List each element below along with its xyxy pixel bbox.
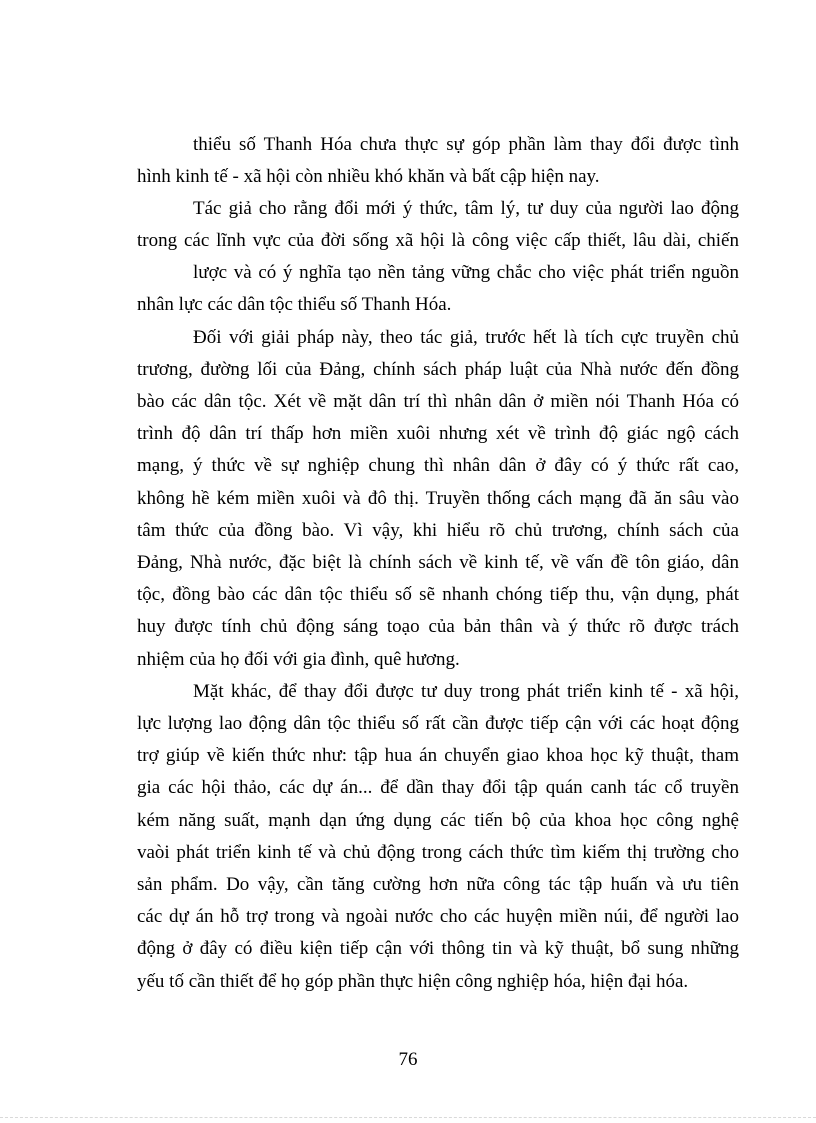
text-line: yếu tố cần thiết để họ góp phần thực hiện công nghiệp hóa, hiện đại hóa.: [137, 971, 689, 992]
text-line: nhân lực các dân tộc thiểu số Thanh Hóa.: [137, 294, 452, 315]
text-line: lược và có ý nghĩa tạo nền tảng vững chắc cho việc phát triển nguồn: [193, 262, 739, 283]
text-line: bào các dân tộc. Xét về mặt dân trí thì nhân dân ở miền nói Thanh Hóa có: [137, 391, 739, 412]
page-divider: [0, 1117, 816, 1118]
text-line: mạng, ý thức về sự nghiệp chung thì nhân dân ở đây có ý thức rất cao,: [137, 455, 739, 476]
text-line: trương, đường lối của Đảng, chính sách pháp luật của Nhà nước đến đồng: [137, 359, 739, 380]
text-line: lực lượng lao động dân tộc thiểu số rất cần được tiếp cận với các hoạt động: [137, 713, 739, 734]
text-line: kém năng suất, mạnh dạn ứng dụng các tiến bộ của khoa học công nghệ: [137, 810, 739, 831]
text-line: các dự án hỗ trợ trong và ngoài nước cho các huyện miền núi, để người lao: [137, 906, 739, 927]
text-line: gia các hội thảo, các dự án... để dần thay đổi tập quán canh tác cổ truyền: [137, 777, 739, 798]
text-line: hình kinh tế - xã hội còn nhiều khó khăn và bất cập hiện nay.: [137, 166, 600, 187]
text-line: Mặt khác, để thay đổi được tư duy trong phát triển kinh tế - xã hội,: [193, 681, 739, 702]
text-line: không hề kém miền xuôi và đô thị. Truyền thống cách mạng đã ăn sâu vào: [137, 488, 739, 509]
text-line: Tác giả cho rằng đổi mới ý thức, tâm lý, tư duy của người lao động: [193, 198, 739, 219]
text-line: tâm thức của đồng bào. Vì vậy, khi hiểu rõ chủ trương, chính sách của: [137, 520, 739, 541]
text-line: tộc, đồng bào các dân tộc thiểu số sẽ nhanh chóng tiếp thu, vận dụng, phát: [137, 584, 739, 605]
text-line: huy được tính chủ động sáng toạo của bản thân và ý thức rõ được trách: [137, 616, 739, 637]
page-number: 76: [398, 1049, 418, 1070]
text-line: vaòi phát triển kinh tế và chủ động trong cách thức tìm kiếm thị trường cho: [137, 842, 739, 863]
text-line: trợ giúp về kiến thức như: tập hua án chuyển giao khoa học kỹ thuật, tham: [137, 745, 739, 766]
text-line: sản phẩm. Do vậy, cần tăng cường hơn nữa công tác tập huấn và ưu tiên: [137, 874, 739, 895]
text-line: trình độ dân trí thấp hơn miền xuôi nhưng xét về trình độ giác ngộ cách: [137, 423, 739, 444]
text-line: nhiệm của họ đối với gia đình, quê hương.: [137, 649, 460, 670]
text-line: thiểu số Thanh Hóa chưa thực sự góp phần làm thay đổi được tình: [193, 134, 739, 155]
text-line: động ở đây có điều kiện tiếp cận với thông tin và kỹ thuật, bổ sung những: [137, 938, 739, 959]
text-line: trong các lĩnh vực của đời sống xã hội là công việc cấp thiết, lâu dài, chiến: [137, 230, 739, 251]
text-line: Đảng, Nhà nước, đặc biệt là chính sách về kinh tế, về vấn đề tôn giáo, dân: [137, 552, 739, 573]
text-line: Đối với giải pháp này, theo tác giả, trước hết là tích cực truyền chủ: [193, 327, 739, 348]
